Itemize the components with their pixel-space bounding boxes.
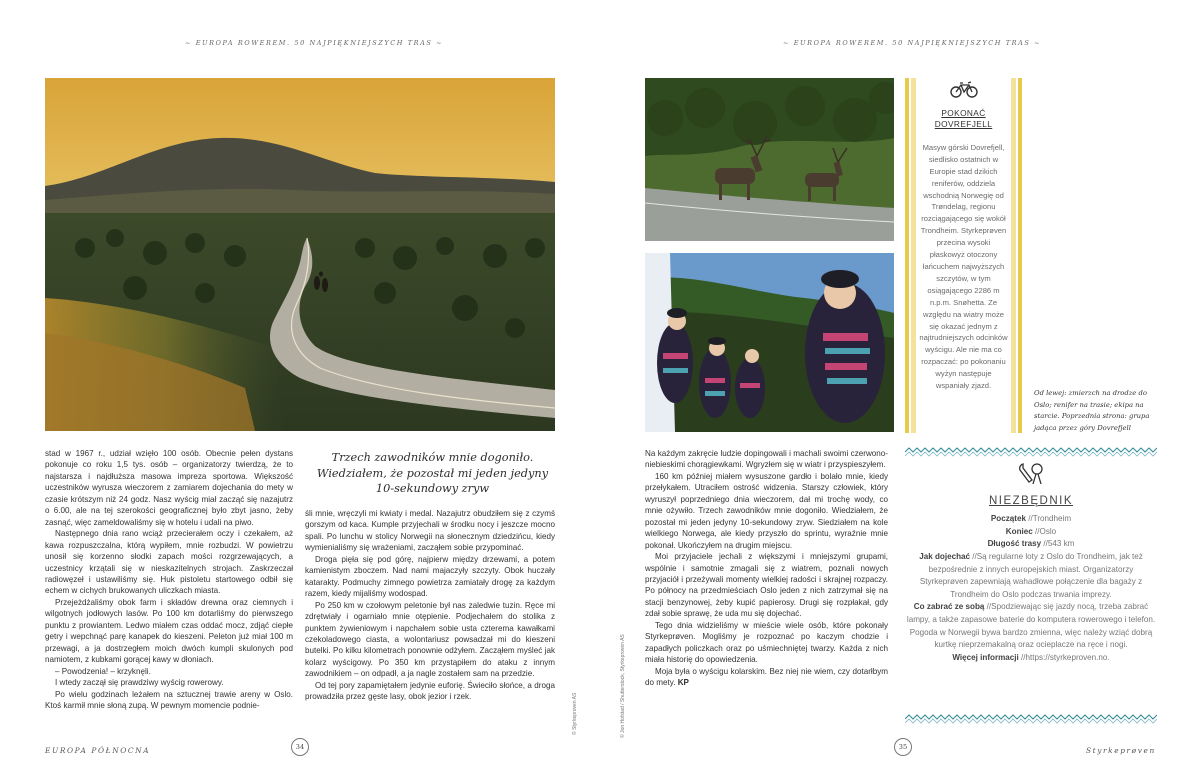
paragraph: Przejeżdżaliśmy obok farm i składów drewna oraz ciemnych i wilgotnych jodłowych lasów. Po 100 km dotarliśmy do pierwszego punktu z prowiantem. Ledwo miałem czas oddać mocz, zdjąć ciepłe getry i wepchnąć parę kanapek do kieszeni. Peleton już miał 100 m przewagi, a ja dostrzegłem moich dwóch kumpli skulonych pod namiotem, z kubkami gorącej kawy w dłoniach. [45, 597, 293, 665]
photo-road-sunset [45, 78, 555, 431]
guide-value: //Są regularne loty z Oslo do Trondheim, jak też bezpośrednie z innych europejskich miast. Organizatorzy Styrkeprøven zapewniają wahadłowe połączenie dla bagaży z Trondheim do Oslo podczas trwania imprezy. [919, 551, 1143, 599]
decorative-stripe-right [1011, 78, 1022, 433]
page-number: 34 [291, 738, 309, 756]
guide-start [905, 513, 1157, 526]
right-page [600, 0, 1200, 780]
paragraph: 160 km później miałem wysuszone gardło i bolało mnie, kiedy przełykałem. Utraciłem ostrość widzenia. Starszy człowiek, który wyruszył poprzedniego dnia wieczorem, dał mi trochę wody, co mnie ożywiło. Trzech zawodników mnie dogoniło. Wiedziałem, że pozostał mi jeden jedyny 10-sekundowy zryw. Siedziałem na kole wielkiego Norwega, ale kiedy przyszło do sprintu, wyraźnie mnie pokonał. Ukończyłem na drugim miejscu. [645, 471, 888, 550]
guide-length [905, 538, 1157, 551]
paragraph: stad w 1967 r., udział wzięło 100 osób. Obecnie pełen dystans pokonuje co roku 1,5 tys. osób – organizatorzy twierdzą, że to najstarsza i najdłuższa masowa impreza sportowa. Większość uczestników wyrusza wieczorem z zamiarem dojechania do mety w czasie krótszym niż 24 godz. Nasz wyścig miał zacząć się nazajutrz o 6.00, ale na tej szerokości geograficznej było zbyt jasno, żeby zasnąć, więc zameldowaliśmy się w hotelu i udali na piwo. [45, 449, 293, 527]
sidebar-title [919, 108, 1008, 130]
decorative-stripe-left [905, 78, 916, 433]
guide-value: //Trondheim [1025, 514, 1072, 524]
guide-value: //https://styrkeproven.no. [1018, 652, 1110, 662]
guide-info [905, 652, 1157, 665]
paragraph: śli mnie, wręczyli mi kwiaty i medal. Nazajutrz obudziłem się z czymś gorszym od kaca. Kumple przyjechali w środku nocy i jeszcze mocno spali. Po lunchu w stolicy Norwegii na słonecznym dziedzińcu, kiedy wymienialiśmy się wrażeniami, zacząłem sobie przypominać. [305, 509, 555, 553]
guide-label: Koniec [1005, 526, 1033, 536]
sidebar-title-line1: POKONAĆ [941, 107, 986, 118]
sidebar-title-line2: DOVREFJELL [934, 118, 993, 129]
decorative-border-top [905, 447, 1157, 457]
paragraph: Droga pięła się pod górę, najpierw między drzewami, a potem kamienistym zboczem. Nad nami majaczyły szczyty. Obok huczały katarakty. Podmuchy zimnego powietrza zamiatały drogę za każdym razem, kiedy mijaliśmy wodospad. [305, 554, 555, 599]
paragraph: – Powodzenia! – krzyknęli. [55, 666, 151, 676]
article-column-1 [45, 448, 293, 711]
guide-box [905, 462, 1157, 664]
bicycle-icon [919, 80, 1008, 102]
guide-value: //Oslo [1032, 526, 1057, 536]
sidebar-text: Masyw górski Dovrefjell, siedlisko ostatnich w Europie stad dzikich reniferów, oddziela wschodnią Norwegię od Trøndelag, regionu rozciągającego się wokół Trondheim. Styrkeprøven przecina wysoki płaskowyż otoczony łańcuchem najwyższych szczytów, w tym osiągającego 2286 m n.p.m. Snøhetta. Ze względu na wiatry może się okazać jednym z najtrudniejszych odcinków wyścigu. Ale nie ma co rozpaczać: po pokonaniu wyżyn następuje wspaniały zjazd. [919, 142, 1008, 391]
photo-cyclists-start [645, 253, 894, 432]
guide-value: //543 km [1041, 539, 1075, 549]
guide-title: NIEZBĘDNIK [988, 494, 1073, 507]
footer-section: EUROPA PÓŁNOCNA [45, 746, 151, 755]
paragraph: Moi przyjaciele jechali z większymi i mniejszymi grupami, wspólnie i samotnie zmagali się z wiatrem, poznali nowych przyjaciół i przeżywali momenty wielkiej radości i skrajnej rozpaczy. Po północy na przedmieściach Oslo jeden z nich zatrzymał się na stacji benzynowej, żeby kupić papierosy. Drugi się rozpłakał, gdy zdał sobie sprawę, że uda mu się dojechać. [645, 552, 888, 619]
pull-quote: Trzech zawodników mnie dogoniło. Wiedziałem, że pozostał mi jeden jedyny 10-sekundowy zryw [316, 451, 549, 495]
guide-label: Początek [990, 514, 1026, 524]
article-column-2 [305, 508, 555, 703]
paragraph: Po wielu godzinach leżałem na sztucznej trawie areny w Oslo. Ktoś karmił mnie słoną zupą. W pewnym momencie podnie- [45, 689, 293, 710]
paragraph: Następnego dnia rano wciąż przecierałem oczy i czekałem, aż kawa rozpuszczalna, którą wypiłem, mnie rozbudzi. W powietrzu unosił się korzenno słodki zapach mości rozgrzewających, a uczestnicy krzątali się w nieskazitelnych strojach. Zaskrzeczał radiowęzeł i ustawiliśmy się. Huk pistoletu startowego odbił się echem w cichych brukowanych uliczkach miasta. [45, 529, 293, 596]
sidebar-content [919, 78, 1008, 392]
tools-icon [905, 462, 1157, 493]
paragraph: Od tej pory zapamiętałem jedynie euforię. Świeciło słońce, a droga prowadziła przez gęste lasy, obok jezior i rzek. [305, 680, 555, 702]
photo-reindeer [645, 78, 894, 241]
guide-end [905, 526, 1157, 539]
paragraph: Tego dnia widzieliśmy w mieście wiele osób, które pokonały Styrkeprøven. Mogliśmy je rozpoznać po kaczym chodzie i zapadłych policzkach oraz po uśmiechniętej twarzy. Każda z nich miała historię do opowiedzenia. [645, 620, 888, 665]
decorative-border-bottom [905, 714, 1157, 724]
sidebar-box [905, 78, 1022, 433]
running-header-left: ~ EUROPA ROWEREM. 50 NAJPIĘKNIEJSZYCH TRAS ~ [185, 39, 444, 47]
paragraph: I wtedy zaczął się prawdziwy wyścig rowerowy. [55, 678, 224, 688]
author-initials: KP [677, 678, 689, 688]
paragraph [645, 666, 888, 689]
guide-label: Jak dojechać [919, 551, 971, 561]
photo-caption: Od lewej: zmierzch na drodze do Oslo; renifer na trasie; ekipa na starcie. Poprzednia strona: grupa jadąca przez góry Dovrefjell [1034, 389, 1150, 433]
guide-label: Co zabrać ze sobą [913, 602, 985, 612]
page-number: 35 [894, 738, 912, 756]
paragraph: Po 250 km w czołowym peletonie był nas zaledwie tuzin. Ręce mi zdrętwiały i ogarniało mnie otępienie. Podjechałem do stolika z punktem żywieniowym i napchałem sobie usta czterema kawałkami czekoladowego ciasta, a wolontariusz powsadzał mi do kieszeni butelki. Po kilku kilometrach ponownie odżyłem. Zacząłem myśleć jak kolarz wyścigowy. Po 350 km przystąpiłem do ataku z innym zawodnikiem – on odpadł, a ja nagle zostałem sam na przedzie. [305, 600, 555, 679]
guide-travel [905, 551, 1157, 601]
guide-label: Więcej informacji [952, 652, 1019, 662]
photo-credit: © Jon Hofstad / Shutterstock, Styrkeproven AS [620, 634, 626, 738]
photo-credit: © Styrkeproven AS [572, 692, 578, 735]
guide-pack [905, 601, 1157, 651]
closing-text: Moja była o wyścigu kolarskim. Bez niej nie wiem, czy dotarłbym do mety. [645, 666, 888, 688]
paragraph: Na każdym zakręcie ludzie dopingowali i machali swoimi czerwono-niebieskimi chorągiewkami. Wgryzłem się w wiatr i przyspieszyłem. [645, 449, 888, 470]
article-column-3 [645, 448, 888, 689]
running-header-right: ~ EUROPA ROWEREM. 50 NAJPIĘKNIEJSZYCH TRAS ~ [783, 39, 1042, 47]
guide-label: Długość trasy [987, 539, 1042, 549]
guide-value: //Spodziewając się jazdy nocą, trzeba zabrać lampy, a także zapasowe baterie do komputera rowerowego i telefon. Pogoda w Norwegii bywa bardzo zmienna, więc należy wziąć dobrą kurtkę nieprzemakalną oraz ocieplacze na ręce i nogi. [906, 602, 1156, 650]
footer-section: Styrkeprøven [1086, 746, 1156, 755]
